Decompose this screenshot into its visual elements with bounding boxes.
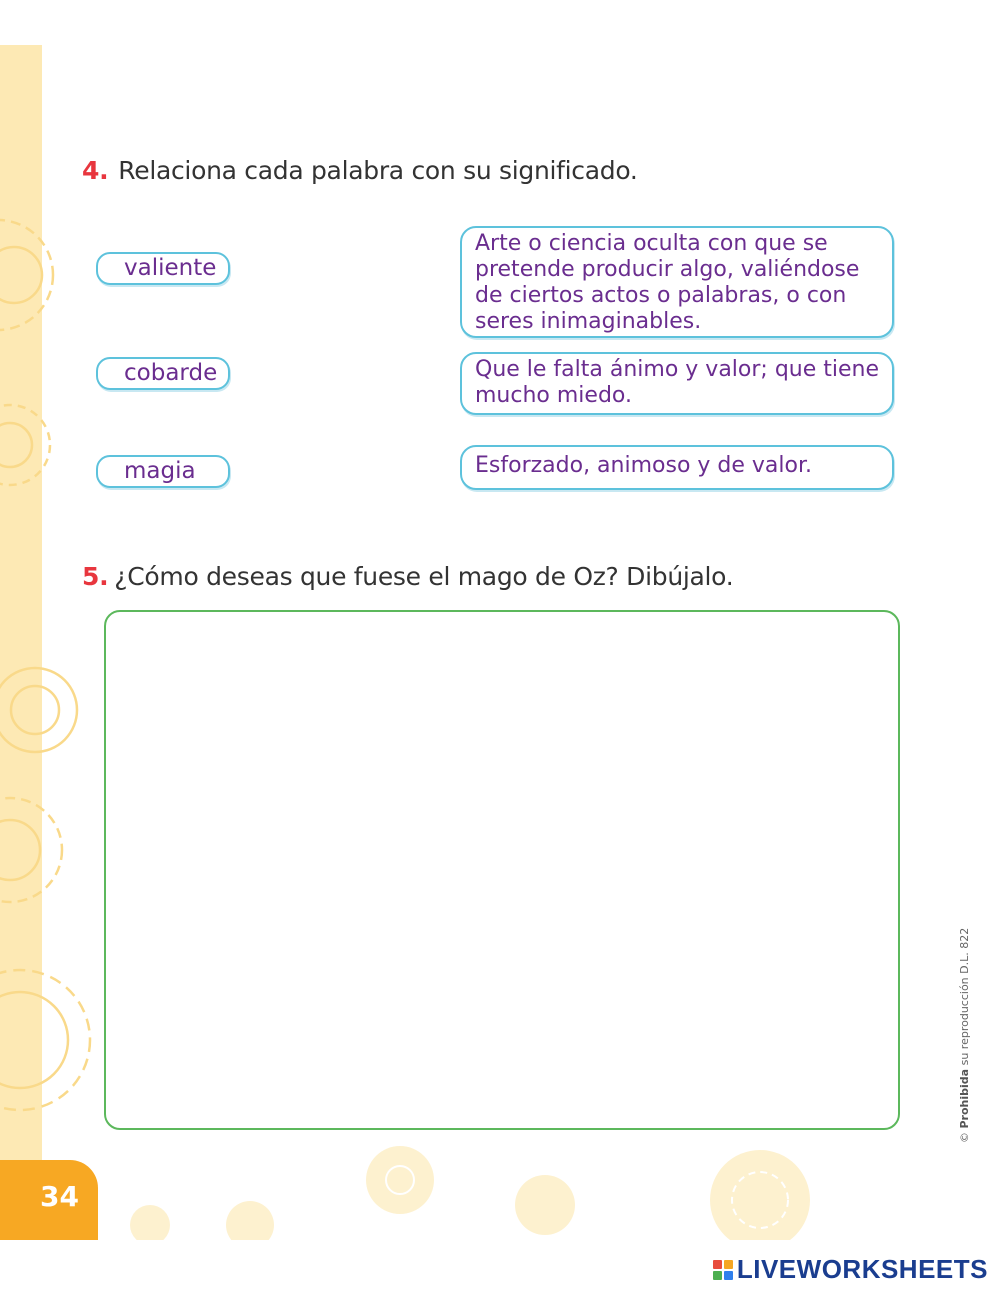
exercise-4-number: 4.: [82, 156, 109, 185]
definition-valiente[interactable]: Esforzado, animoso y de valor.: [460, 445, 894, 490]
brand-name: LIVEWORKSHEETS: [736, 1254, 988, 1284]
logo-block-orange: [724, 1260, 733, 1269]
logo-block-red: [713, 1260, 722, 1269]
copyright-symbol: ©: [958, 1132, 971, 1143]
exercise-5-number: 5.: [82, 562, 109, 591]
exercise-4-heading: [82, 156, 638, 185]
word-magia[interactable]: magia: [96, 455, 230, 488]
word-valiente[interactable]: valiente: [96, 252, 230, 285]
definition-cobarde[interactable]: Que le falta ánimo y valor; que tiene mucho miedo.: [460, 352, 894, 415]
logo-blocks-icon: [713, 1260, 733, 1280]
word-cobarde[interactable]: cobarde: [96, 357, 230, 390]
copyright-notice: [958, 928, 971, 1143]
footer-bar: [0, 1240, 1000, 1291]
page-number: 34: [40, 1180, 79, 1213]
definition-magia[interactable]: Arte o ciencia oculta con que se pretende producir algo, valiéndose de ciertos actos o palabras, o con seres inimaginables.: [460, 226, 894, 338]
drawing-area[interactable]: [104, 610, 900, 1130]
exercise-5-heading: [82, 562, 733, 591]
logo-block-blue: [724, 1271, 733, 1280]
logo-block-green: [713, 1271, 722, 1280]
copyright-bold-word: Prohibida: [958, 1068, 971, 1129]
exercise-5-instruction: ¿Cómo deseas que fuese el mago de Oz? Dibújalo.: [114, 562, 734, 591]
exercise-4-instruction: Relaciona cada palabra con su significado.: [118, 156, 638, 185]
copyright-text: su reproducción D.L. 822: [958, 927, 971, 1066]
liveworksheets-logo[interactable]: [713, 1254, 988, 1285]
